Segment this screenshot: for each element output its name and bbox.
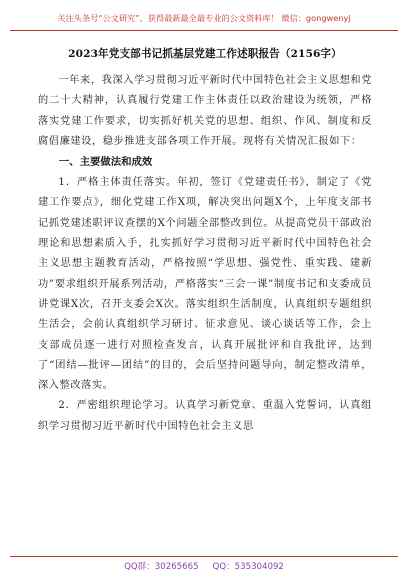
document-body xyxy=(38,46,372,437)
footer-bar xyxy=(0,560,408,576)
banner-divider xyxy=(10,30,398,31)
item-paragraph-2: 2．严密组织理论学习。认真学习新党章、重温入党誓词，认真组织学习贯彻习近平新时代中国特色社会主义思 xyxy=(38,400,372,432)
section-heading: 一、主要做法和成效 xyxy=(58,156,153,169)
document-title: 2023年党支部书记抓基层党建工作述职报告（2156字） xyxy=(68,48,342,60)
footer-divider xyxy=(10,556,398,557)
footer-qq-group: QQ群：30265665 xyxy=(124,562,199,572)
banner-text: 关注头条号“公文研究”，获得最新最全最专业的公文资料库！ 微信：gongwenyj xyxy=(57,12,351,23)
intro-paragraph: 一年来，我深入学习贯彻习近平新时代中国特色社会主义思想和党的二十大精神，认真履行党建工作主体责任以政治建设为统领，严格落实党建工作要求，切实抓好机关党的思想、组织、作风、制度和反腐倡廉建设，稳步推进支部各项工作开展。现将有关情况汇报如下： xyxy=(38,75,372,147)
footer-qq-contact: QQ：535304092 xyxy=(212,562,284,572)
top-banner xyxy=(10,4,398,32)
item-paragraph-1: 1．严格主体责任落实。年初，签订《党建责任书》，制定了《党建工作要点》，细化党建工作X项，解决突出问题X个，上年度支部书记抓党建述职评议查摆的X个问题全部整改到位。从提高党员干部政治理论和思想素质入手，扎实抓好学习贯彻习近平新时代中国特色社会主义思想主题教育活动，严格按照“学思想、强党性、重实践、建新功”要求组织开展系列活动，严格落实“三会一课”制度书记和支委成员讲党课X次，召开支委会X次。落实组织生活制度，认真组织专题组织生活会，会前认真组织学习研讨、征求意见、谈心谈话等工作，会上支部成员逐一进行对照检查发言，认真开展批评和自我批评，达到了“团结—批评—团结”的目的，会后坚持问题导向，制定整改清单，深入整改落实。 xyxy=(38,177,372,392)
